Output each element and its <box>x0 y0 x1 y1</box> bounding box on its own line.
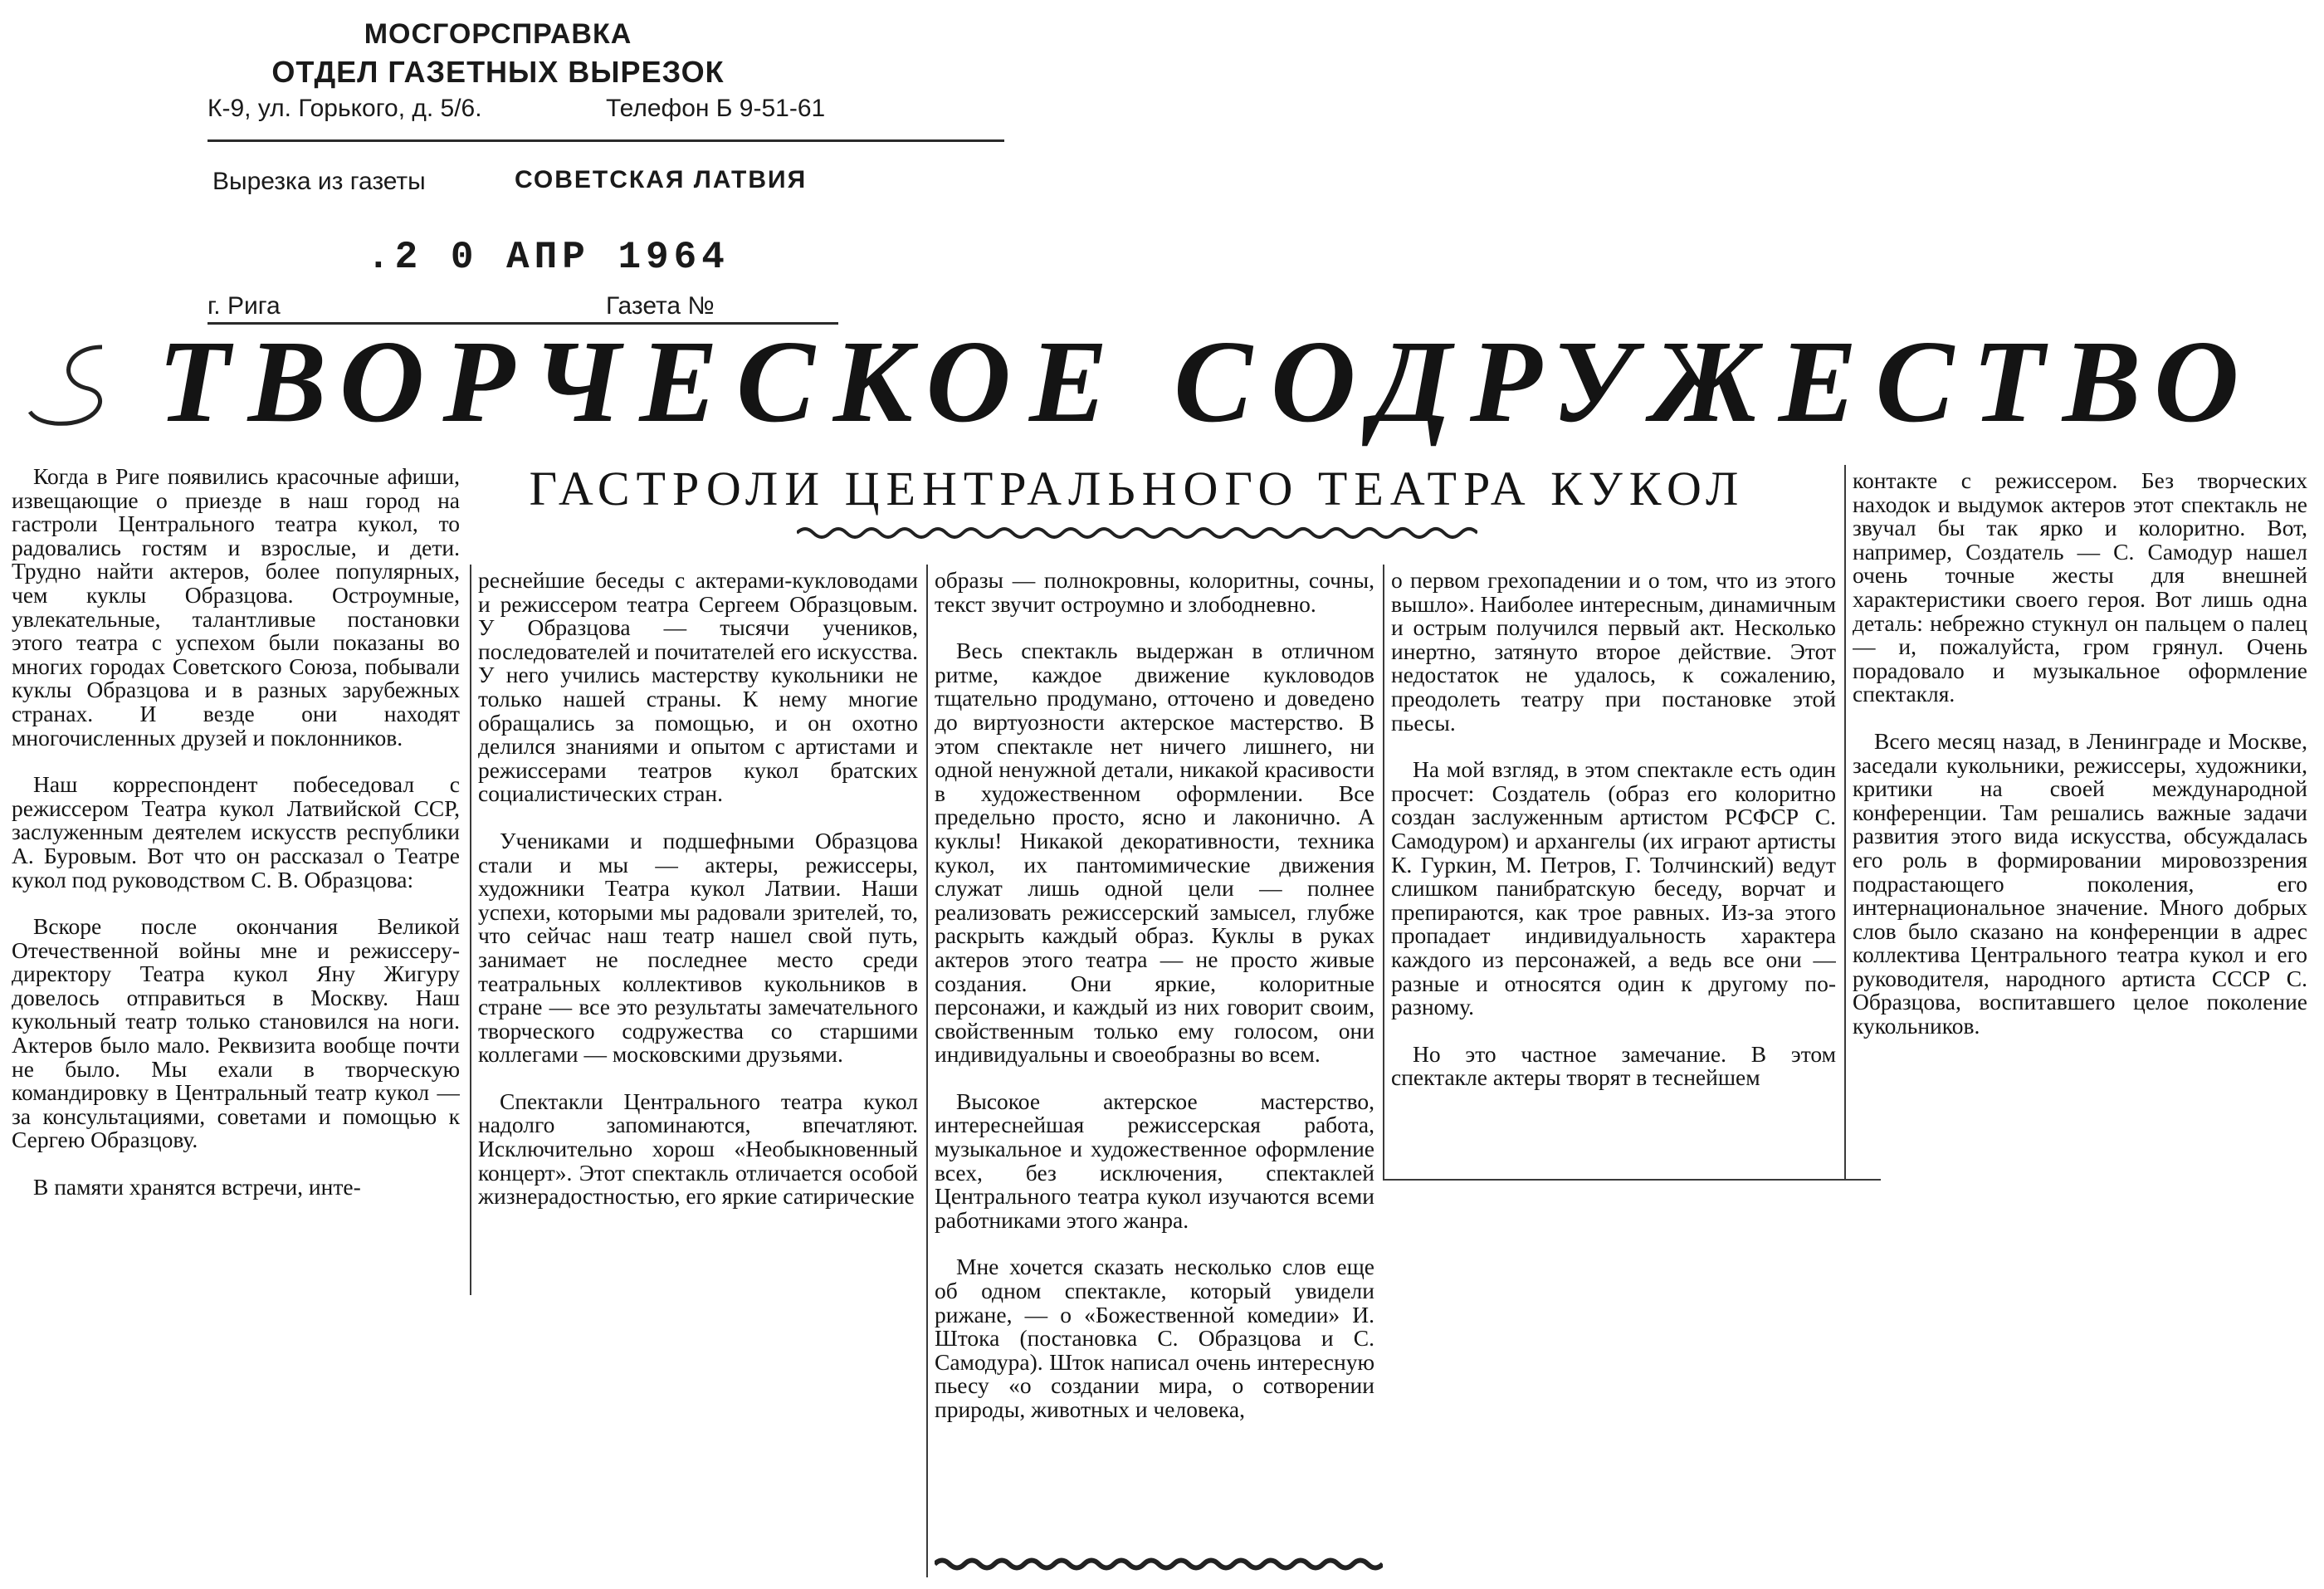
stamp-source-label: Вырезка из газеты <box>212 168 426 195</box>
paragraph: На мой взгляд, в этом спектакле есть один просчет: Создатель (образ его колоритно создан заслуженным артистом РСФСР С. Самодуром) и архангелы (их играют артисты К. Гуркин, М. Петров, Г. Толчинский) ведут слишком панибратскую беседу, ворчат и препираются, как трое равных. Из-за этого пропадает индивидуальность характера каждого из персонажей, а ведь все они — разные и относятся один к другому по-разному. <box>1391 756 1836 1020</box>
headline: ТВОРЧЕСКОЕ СОДРУЖЕСТВО <box>158 315 2258 447</box>
stamp-source-name: СОВЕТСКАЯ ЛАТВИЯ <box>515 166 808 193</box>
stamp-divider <box>208 139 1004 142</box>
column-4-bottom-rule <box>1383 1179 1881 1181</box>
clipping-stamp <box>191 18 838 334</box>
column-rule-4 <box>1844 465 1846 1179</box>
article-column-3 <box>935 569 1374 1540</box>
article-column-5 <box>1853 469 2307 1200</box>
article-column-1 <box>12 465 460 1295</box>
subheadline: ГАСТРОЛИ ЦЕНТРАЛЬНОГО ТЕАТРА КУКОЛ <box>529 462 1745 516</box>
paragraph: Спектакли Центрального театра кукол надолго запоминаются, впечатляют. Исключительно хорош «Необыкновенный концерт». Этот спектакль отличается особой жизнерадостностью, его яркие сатирические <box>478 1088 918 1210</box>
stamp-org-name: МОСГОРСПРАВКА <box>364 18 632 50</box>
paragraph: Мне хочется сказать несколько слов еще об одном спектакле, который увидели рижане, — о «Божественной комедии» И. Штока (постановка С. Образцова и С. Самодура). Шток написал очень интересную пьесу «о создании мира, о сотворении природы, животных и человека, <box>935 1254 1374 1422</box>
paragraph: образы — полнокровны, колоритны, сочны, текст звучит остроумно и злободневно. <box>935 569 1374 617</box>
paragraph: о первом грехопадении и о том, что из этого вышло». Наиболее интересным, динамичным и острым получился первый акт. Несколько инертно, затянуто второе действие. Этот недостаток не удалось, к сожалению, преодолеть театру при постановке этой пьесы. <box>1391 569 1836 736</box>
paragraph: Наш корреспондент побеседовал с режиссером Театра кукол Латвийской ССР, заслуженным деятелем искусств республики А. Буровым. Вот что он рассказал о Театре кукол под руководством С. В. Образцова: <box>12 771 460 892</box>
paragraph: реснейшие беседы с актерами-кукловодами и режиссером театра Сергеем Образцовым. У Образцова — тысячи учеников, последователей и почитателей его искусства. У него учились мастерству кукольники не только нашей страны. К нему многие обращались за помощью, и он охотно делился знаниями и опытом с артистами и режиссерами театров кукол братских социалистических стран. <box>478 569 918 807</box>
article-column-2 <box>478 569 918 1299</box>
stamp-paper-number: Газета № <box>606 292 715 320</box>
column-rule-2 <box>926 565 928 1577</box>
paragraph: Весь спектакль выдержан в отличном ритме, каждое движение кукловодов тщательно продумано, отточено и доведено до виртуозности актерское мастерство. В этом спектакле нет ничего лишнего, ни одной ненужной детали, никакой красивости в художественном оформлении. Все предельно просто, ясно и лаконично. А куклы! Никакой декоративности, техника кукол, их пантомимические движения служат лишь одной цели — полнее реализовать режиссерский замысел, глубже раскрыть каждый образ. Куклы в руках актеров этого театра — не просто живые создания. Они яркие, колоритные персонажи, и каждый из них говорит своим, свойственным только ему голосом, они индивидуальны и своеобразны во всем. <box>935 638 1374 1068</box>
column-rule-3 <box>1383 565 1384 1179</box>
headline-swash-ornament <box>23 340 123 432</box>
stamp-phone: Телефон Б 9-51-61 <box>606 95 826 122</box>
paragraph: Вскоре после окончания Великой Отечественной войны мне и режиссеру-директору Театра кукол Яну Жигуру довелось отправиться в Москву. Наш кукольный театр только становился на ноги. Актеров было мало. Реквизита вообще почти не было. Мы ехали в творческую командировку в Центральный театр кукол — за консультациями, советами и помощью к Сергею Образцову. <box>12 913 460 1153</box>
paragraph: В памяти хранятся встречи, инте- <box>33 1174 361 1200</box>
stamp-department: ОТДЕЛ ГАЗЕТНЫХ ВЫРЕЗОК <box>271 55 725 89</box>
subheadline-wavy-rule <box>797 523 1477 543</box>
paragraph: контакте с режиссером. Без творческих находок и выдумок актеров этот спектакль не звучал бы так ярко и колоритно. Вот, например, Создатель — С. Самодур нашел очень точные жесты для внешней характеристики своего героя. Вот лишь одна деталь: небрежно стукнул он пальцем о палец — и, пожалуйста, гром грянул. Очень порадовало и музыкальное оформление спектакля. <box>1853 469 2307 707</box>
paragraph: Учениками и подшефными Образцова стали и мы — актеры, режиссеры, художники Театра кукол Латвии. Наши успехи, которыми мы радовали зрителей, то, что сейчас наш театр нашел свой путь, занимает не последнее место среди театральных коллективов кукольников в стране — все это результаты замечательного творческого содружества со старшими коллегами — московскими друзьями. <box>478 827 918 1068</box>
column-end-wavy-rule <box>935 1556 1383 1572</box>
paragraph: Но это частное замечание. В этом спектакле актеры творят в теснейшем <box>1391 1040 1836 1091</box>
paragraph: Высокое актерское мастерство, интереснейшая режиссерская работа, музыкальное и художественное оформление всех, без исключения, спектаклей Центрального театра кукол изучаются всеми работниками этого жанра. <box>935 1088 1374 1233</box>
column-rule-1 <box>470 565 471 1295</box>
article-column-4 <box>1391 569 1836 1179</box>
stamp-city: г. Рига <box>208 292 281 320</box>
stamp-address: К-9, ул. Горького, д. 5/6. <box>208 95 482 122</box>
paragraph: Всего месяц назад, в Ленинграде и Москве, заседали кукольники, режиссеры, художники, критики на своей международной конференции. Там решались важные задачи развития этого вида искусства, обсуждалась его роль в формировании мировоззрения подрастающего поколения, его интернациональное значение. Много добрых слов было сказано на конференции в адрес коллектива Центрального театра кукол и его руководителя, народного артиста СССР С. Образцова, воспитавшего целое поколение кукольников. <box>1853 727 2307 1039</box>
stamp-date: .2 0 АПР 1964 <box>367 236 730 279</box>
paragraph: Когда в Риге появились красочные афиши, извещающие о приезде в наш город на гастроли Центрального театра кукол, то радовались гостям и взрослые, и дети. Трудно найти актеров, более популярных, чем куклы Образцова. Остроумные, увлекательные, талантливые постановки этого театра с успехом были показаны во многих городах Советского Союза, побывали куклы Образцова и в разных зарубежных странах. И везде они находят многочисленных друзей и поклонников. <box>12 465 460 750</box>
